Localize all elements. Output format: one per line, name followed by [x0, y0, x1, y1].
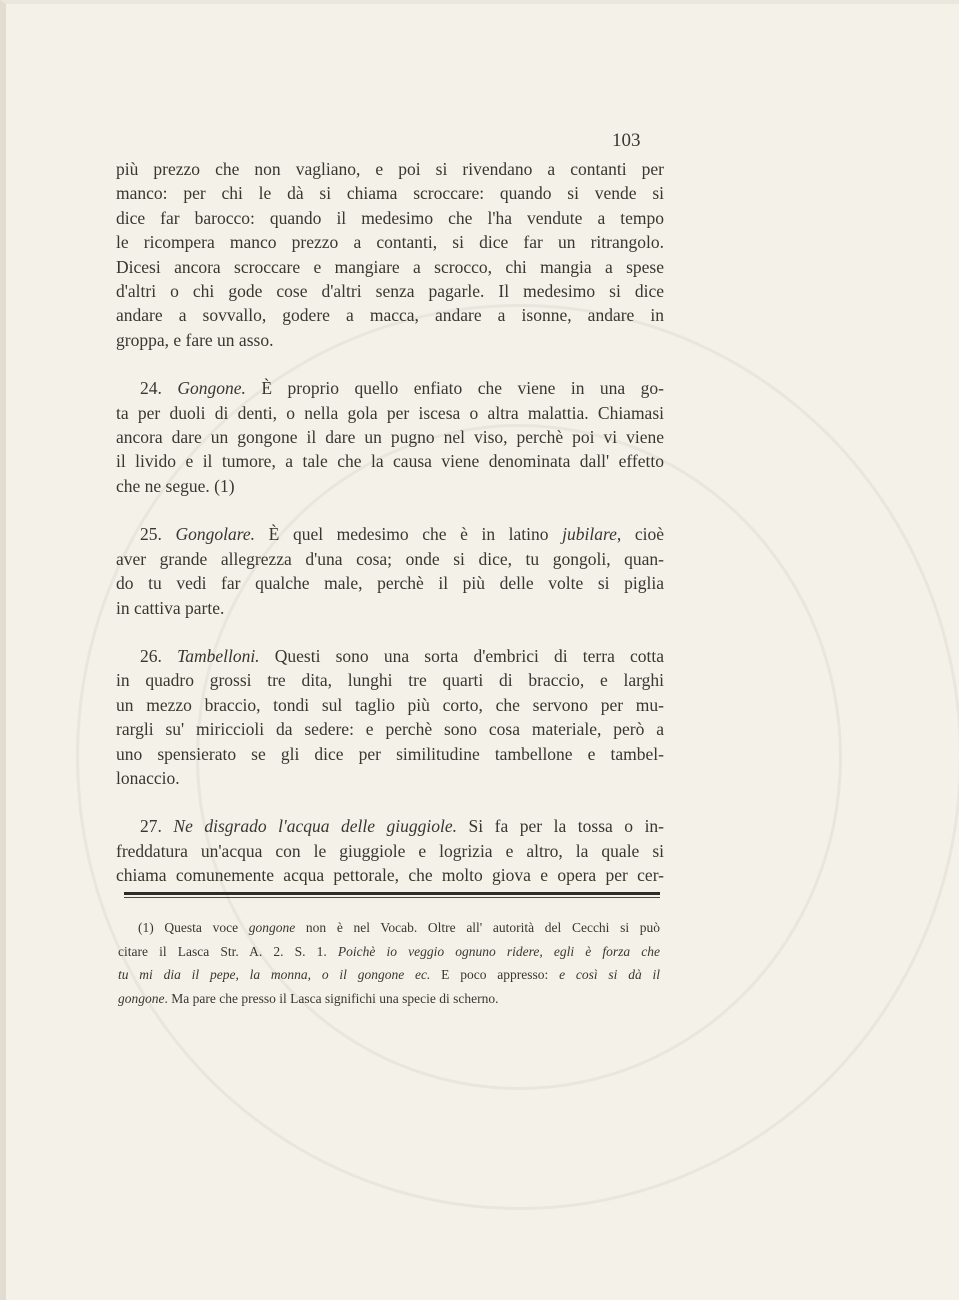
footnote-text: . Ma pare che presso il Lasca significhi una specie di scherno. [164, 990, 499, 1006]
text-line: uno spensierato se gli dice per similitudine tambellone e tambel- [116, 743, 664, 764]
entry-first-line [116, 376, 664, 400]
text-line: le ricompera manco prezzo a contanti, si dice far un ritrangolo. [116, 232, 664, 253]
entry-26 [116, 644, 664, 790]
footnote-italic: e così si dà il [559, 967, 661, 982]
entry-term: Tambelloni. [177, 645, 260, 666]
text-line: più prezzo che non vagliano, e poi si rivendano a contanti per [116, 159, 664, 179]
entry-term: Ne disgrado l'acqua delle giuggiole. [173, 816, 458, 837]
entry-number: 26. [140, 645, 162, 666]
text-line: manco: per chi le dà si chiama scroccare: quando si vende si [116, 183, 664, 204]
text-line: aver grande allegrezza d'una cosa; onde si dice, tu gongoli, quan- [116, 548, 664, 569]
page-number: 103 [612, 130, 641, 151]
entry-number: 27. [140, 816, 162, 837]
footnote-italic: gongone [118, 990, 165, 1006]
footnote-text: Questa voce [164, 920, 239, 935]
text-line: in cattiva parte. [116, 597, 225, 618]
text-line: freddatura un'acqua con le giuggiole e logrizia e altro, la quale si [116, 840, 664, 861]
text-line: il livido e il tumore, a tale che la causa viene denominata dall' effetto [116, 451, 664, 472]
entry-number: 25. [140, 524, 162, 545]
footnote-italic: Poichè io veggio ognuno ridere, egli è forza che [337, 943, 661, 959]
text-line: ancora dare un gongone il dare un pugno nel viso, perchè poi vi viene [116, 427, 664, 448]
entry-italic-word: jubilare [562, 524, 617, 545]
entry-text: Si fa per la tossa o in- [468, 816, 665, 837]
entry-27 [116, 814, 664, 887]
footnote-line [118, 940, 660, 964]
entry-24 [116, 376, 664, 498]
entry-number: 24. [140, 378, 162, 399]
text-line: do tu vedi far qualche male, perchè il più delle volte si piglia [116, 573, 664, 594]
entry-term: Gongone. [177, 378, 246, 399]
entry-first-line [116, 522, 664, 546]
text-line: rargli su' miriccioli da sedere: e perchè sono cosa materiale, però a [116, 719, 664, 740]
entry-text: Questi sono una sorta d'embrici di terra cotta [274, 645, 665, 666]
text-line: che ne segue. (1) [116, 475, 235, 496]
footnote-line [118, 987, 660, 1011]
footnote-line [118, 916, 660, 940]
text-line: Dicesi ancora scroccare e mangiare a scrocco, chi mangia a spese [116, 256, 664, 277]
footnote-separator-rule-thin [124, 897, 660, 898]
entry-first-line [116, 814, 664, 838]
entry-first-line [116, 644, 664, 668]
footnote-text: non è nel Vocab. Oltre all' autorità del Cecchi si può [305, 920, 661, 935]
footnote-text: E poco appresso: [441, 967, 549, 982]
text-line: ta per duoli di denti, o nella gola per iscesa o altra malattia. Chiamasi [116, 402, 664, 423]
text-line: d'altri o chi gode cose d'altri senza pagarle. Il medesimo si dice [116, 281, 664, 302]
entry-text: È quel medesimo che è in latino [268, 524, 549, 545]
text-line: groppa, e fare un asso. [116, 329, 274, 350]
footnote-line [118, 963, 660, 987]
paragraph-continuation [116, 157, 664, 352]
body-text [116, 157, 664, 912]
footnote-text: citare il Lasca Str. A. 2. S. 1. [118, 943, 327, 959]
footnote-italic: tu mi dia il pepe, la monna, o il gongone ec. [118, 967, 431, 982]
text-line: chiama comunemente acqua pettorale, che molto giova e opera per cer- [116, 865, 664, 886]
footnote-marker: (1) [138, 920, 154, 935]
text-line: lonaccio. [116, 767, 180, 788]
entry-text-end: , cioè [616, 524, 665, 545]
text-line: un mezzo braccio, tondi sul taglio più corto, che servono per mu- [116, 694, 664, 715]
text-line: in quadro grossi tre dita, lunghi tre quarti di braccio, e larghi [116, 670, 664, 691]
entry-25 [116, 522, 664, 620]
footnote-italic: gongone [248, 920, 296, 935]
entry-text: È proprio quello enfiato che viene in una go- [261, 378, 664, 399]
text-line: dice far barocco: quando il medesimo che l'ha vendute a tempo [116, 207, 664, 228]
footnote [118, 916, 660, 1010]
text-line: andare a sovvallo, godere a macca, andare a isonne, andare in [116, 305, 664, 326]
entry-term: Gongolare. [175, 524, 256, 545]
footnote-separator-rule [124, 892, 660, 895]
